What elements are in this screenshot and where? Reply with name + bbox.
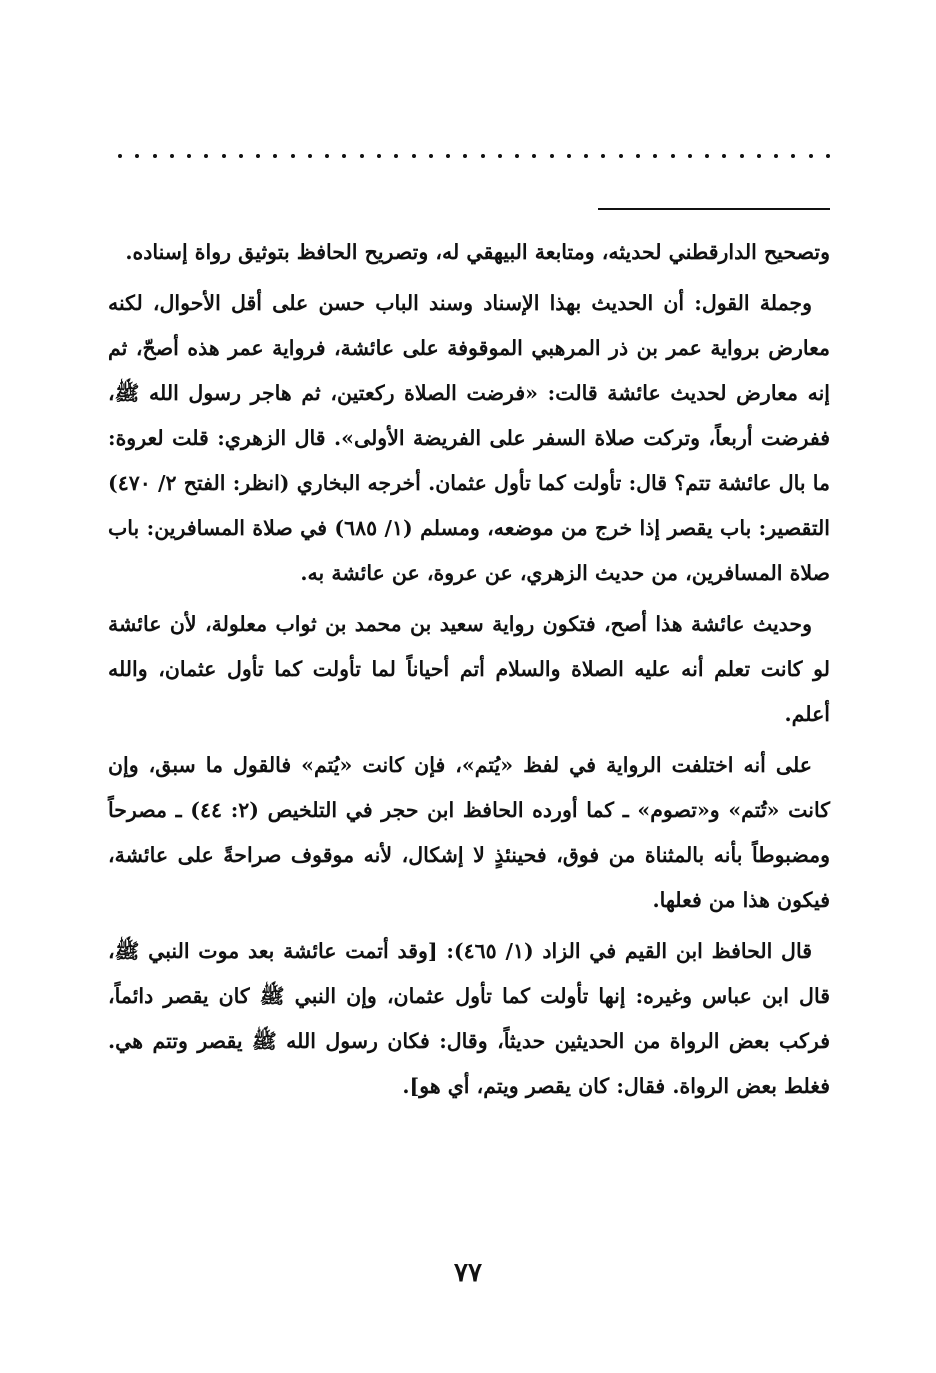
separator-dot — [584, 154, 588, 158]
separator-dot — [826, 154, 830, 158]
paragraph-3: وحديث عائشة هذا أصح، فتكون رواية سعيد بن محمد بن ثواب معلولة، لأن عائشة لو كانت تعلم أنه عليه الصلاة والسلام أتم أحياناً لما تأولت كما تأول عثمان، والله أعلم. — [108, 612, 830, 726]
separator-dot — [170, 154, 174, 158]
separator-dot — [809, 154, 813, 158]
separator-dot — [204, 154, 208, 158]
separator-dot — [360, 154, 364, 158]
separator-dot — [291, 154, 295, 158]
separator-dot — [774, 154, 778, 158]
separator-dot — [481, 154, 485, 158]
separator-dot — [239, 154, 243, 158]
footnote-separator-dots — [118, 150, 830, 162]
separator-dot — [135, 154, 139, 158]
separator-dot — [757, 154, 761, 158]
separator-dot — [118, 154, 122, 158]
separator-dot — [273, 154, 277, 158]
separator-dot — [377, 154, 381, 158]
paragraph-2: وجملة القول: أن الحديث بهذا الإسناد وسند الباب حسن على أقل الأحوال، لكنه معارض برواية عمر بن ذر المرهبي الموقوفة على عائشة، فرواية عمر هذه أصحّ، ثم إنه معارض لحديث عائشة قالت: «فرضت الصلاة ركعتين، ثم هاجر رسول الله ﷺ، ففرضت أربعاً، وتركت صلاة السفر على الفريضة الأولى». قال الزهري: قلت لعروة: ما بال عائشة تتم؟ قال: تأولت كما تأول عثمان. أخرجه البخاري (انظر: الفتح ٢/ ٤٧٠) التقصير: باب يقصر إذا خرج من موضعه، ومسلم (١/ ٦٨٥) في صلاة المسافرين: باب صلاة المسافرين، من حديث الزهري، عن عروة، عن عائشة به. — [108, 291, 831, 585]
separator-dot — [446, 154, 450, 158]
separator-dot — [325, 154, 329, 158]
separator-dot — [256, 154, 260, 158]
separator-dot — [671, 154, 675, 158]
separator-dot — [308, 154, 312, 158]
separator-dot — [619, 154, 623, 158]
separator-dot — [412, 154, 416, 158]
separator-dot — [791, 154, 795, 158]
separator-dot — [636, 154, 640, 158]
separator-dot — [222, 154, 226, 158]
separator-dot — [567, 154, 571, 158]
separator-dot — [532, 154, 536, 158]
separator-dot — [653, 154, 657, 158]
paragraph-1: وتصحيح الدارقطني لحديثه، ومتابعة البيهقي له، وتصريح الحافظ بتوثيق رواة إسناده. — [125, 240, 830, 264]
page-number: ٧٧ — [454, 1258, 482, 1288]
separator-dot — [722, 154, 726, 158]
separator-dot — [394, 154, 398, 158]
separator-dot — [342, 154, 346, 158]
separator-dot — [688, 154, 692, 158]
separator-dot — [498, 154, 502, 158]
separator-dot — [429, 154, 433, 158]
separator-dot — [705, 154, 709, 158]
footnote-rule — [598, 208, 830, 210]
separator-dot — [463, 154, 467, 158]
paragraph-4: على أنه اختلفت الرواية في لفظ «يُتم»، فإن كانت «يُتم» فالقول ما سبق، وإن كانت «تُتم» و«تصوم» ـ كما أورده الحافظ ابن حجر في التلخيص (٢: ٤٤) ـ مصرحاً ومضبوطاً بأنه بالمثناة من فوق، فحينئذٍ لا إشكال، لأنه موقوف صراحةً على عائشة، فيكون هذا من فعلها. — [108, 753, 830, 912]
separator-dot — [740, 154, 744, 158]
paragraph-5: قال الحافظ ابن القيم في الزاد (١/ ٤٦٥): [وقد أتمت عائشة بعد موت النبي ﷺ، قال ابن عباس وغيره: إنها تأولت كما تأول عثمان، وإن النبي ﷺ كان يقصر دائماً، فركب بعض الرواة من الحديثين حديثاً، وقال: فكان رسول الله ﷺ يقصر وتتم هي. فغلط بعض الرواة. فقال: كان يقصر ويتم، أي هو]. — [108, 939, 830, 1098]
separator-dot — [187, 154, 191, 158]
separator-dot — [601, 154, 605, 158]
separator-dot — [515, 154, 519, 158]
footnote-body — [108, 230, 830, 1115]
separator-dot — [153, 154, 157, 158]
separator-dot — [550, 154, 554, 158]
